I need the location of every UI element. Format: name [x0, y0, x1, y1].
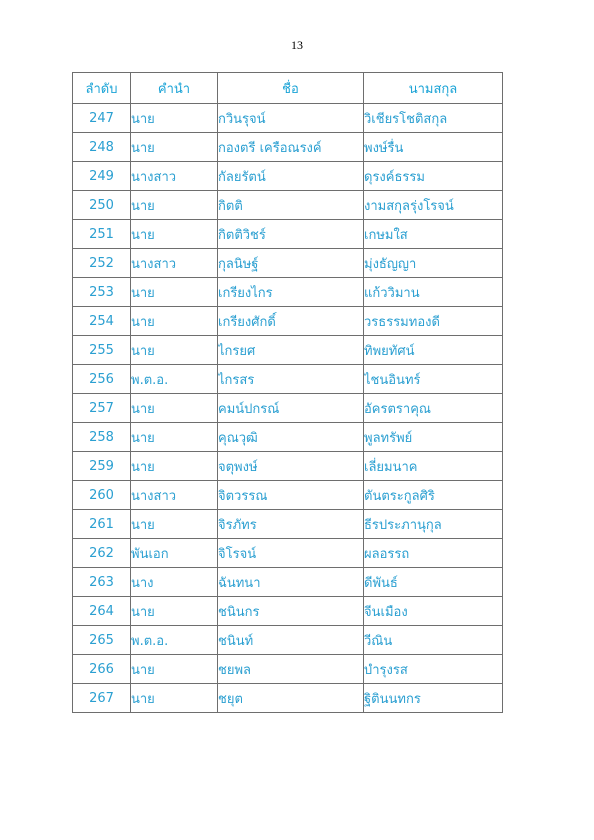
table-row — [73, 423, 503, 452]
cell-first-name: ไกรยศ — [218, 336, 364, 365]
table-row — [73, 191, 503, 220]
cell-last-name: พูลทรัพย์ — [364, 423, 503, 452]
cell-last-name: ไชนอินทร์ — [364, 365, 503, 394]
cell-first-name: กุลนิษฐ์ — [218, 249, 364, 278]
cell-last-name: อัครตราคุณ — [364, 394, 503, 423]
cell-no: 260 — [73, 481, 131, 510]
cell-first-name: ชนินกร — [218, 597, 364, 626]
table-row — [73, 510, 503, 539]
cell-no: 252 — [73, 249, 131, 278]
cell-no: 251 — [73, 220, 131, 249]
header-last-name: นามสกุล — [364, 73, 503, 104]
table-row — [73, 307, 503, 336]
cell-no: 255 — [73, 336, 131, 365]
cell-no: 249 — [73, 162, 131, 191]
cell-no: 261 — [73, 510, 131, 539]
cell-last-name: บำรุงรส — [364, 655, 503, 684]
cell-title: นาย — [131, 220, 218, 249]
cell-title: พ.ต.อ. — [131, 365, 218, 394]
table-row — [73, 481, 503, 510]
cell-no: 262 — [73, 539, 131, 568]
cell-first-name: กวินรุจน์ — [218, 104, 364, 133]
roster-table — [72, 72, 503, 713]
cell-no: 258 — [73, 423, 131, 452]
cell-title: พันเอก — [131, 539, 218, 568]
cell-last-name: แก้ววิมาน — [364, 278, 503, 307]
header-first-name: ชื่อ — [218, 73, 364, 104]
cell-first-name: ฉันทนา — [218, 568, 364, 597]
cell-no: 253 — [73, 278, 131, 307]
table-row — [73, 104, 503, 133]
cell-title: นางสาว — [131, 249, 218, 278]
cell-first-name: คุณวุฒิ — [218, 423, 364, 452]
cell-title: นาย — [131, 191, 218, 220]
cell-first-name: ชนินท์ — [218, 626, 364, 655]
cell-first-name: กิตติ — [218, 191, 364, 220]
table-row — [73, 278, 503, 307]
cell-title: นางสาว — [131, 481, 218, 510]
cell-first-name: เกรียงศักดิ์ — [218, 307, 364, 336]
table-row — [73, 568, 503, 597]
cell-title: นาย — [131, 452, 218, 481]
table-body — [73, 104, 503, 713]
cell-last-name: วรธรรมทองดี — [364, 307, 503, 336]
cell-no: 259 — [73, 452, 131, 481]
table-row — [73, 452, 503, 481]
cell-first-name: กิตติวิชร์ — [218, 220, 364, 249]
table-row — [73, 133, 503, 162]
cell-title: นาย — [131, 336, 218, 365]
cell-last-name: ผลอรรถ — [364, 539, 503, 568]
cell-no: 266 — [73, 655, 131, 684]
table-row — [73, 336, 503, 365]
table-row — [73, 539, 503, 568]
cell-no: 256 — [73, 365, 131, 394]
page-number: 13 — [291, 38, 303, 52]
cell-first-name: จิตวรรณ — [218, 481, 364, 510]
cell-no: 254 — [73, 307, 131, 336]
table-row — [73, 249, 503, 278]
cell-title: นาย — [131, 510, 218, 539]
cell-title: นาย — [131, 394, 218, 423]
cell-first-name: เกรียงไกร — [218, 278, 364, 307]
cell-no: 267 — [73, 684, 131, 713]
cell-last-name: ธีรประภานุกุล — [364, 510, 503, 539]
cell-title: นาย — [131, 307, 218, 336]
cell-first-name: จิรภัทร — [218, 510, 364, 539]
cell-first-name: กัลยรัตน์ — [218, 162, 364, 191]
cell-first-name: ชยพล — [218, 655, 364, 684]
cell-title: นาย — [131, 104, 218, 133]
cell-no: 264 — [73, 597, 131, 626]
cell-no: 257 — [73, 394, 131, 423]
table-row — [73, 684, 503, 713]
cell-first-name: จิโรจน์ — [218, 539, 364, 568]
cell-last-name: วีณิน — [364, 626, 503, 655]
header-title: คำนำ — [131, 73, 218, 104]
cell-title: นาย — [131, 684, 218, 713]
cell-no: 248 — [73, 133, 131, 162]
header-no: ลำดับ — [73, 73, 131, 104]
cell-last-name: ดีพันธ์ — [364, 568, 503, 597]
cell-last-name: ดุรงค์ธรรม — [364, 162, 503, 191]
table-header-row — [73, 73, 503, 104]
cell-last-name: ตันตระกูลศิริ — [364, 481, 503, 510]
table-row — [73, 626, 503, 655]
cell-title: นางสาว — [131, 162, 218, 191]
cell-no: 250 — [73, 191, 131, 220]
cell-last-name: วิเชียรโชติสกุล — [364, 104, 503, 133]
table-row — [73, 220, 503, 249]
cell-first-name: จตุพงษ์ — [218, 452, 364, 481]
table-row — [73, 365, 503, 394]
cell-title: นาย — [131, 423, 218, 452]
cell-last-name: งามสกุลรุ่งโรจน์ — [364, 191, 503, 220]
cell-title: นาย — [131, 133, 218, 162]
cell-first-name: ชยุต — [218, 684, 364, 713]
cell-title: นาย — [131, 278, 218, 307]
cell-first-name: ไกรสร — [218, 365, 364, 394]
cell-title: นาง — [131, 568, 218, 597]
cell-last-name: ทิพยทัศน์ — [364, 336, 503, 365]
cell-no: 247 — [73, 104, 131, 133]
table-row — [73, 394, 503, 423]
cell-last-name: มุ่งธัญญา — [364, 249, 503, 278]
cell-no: 263 — [73, 568, 131, 597]
cell-title: นาย — [131, 655, 218, 684]
cell-title: นาย — [131, 597, 218, 626]
table-row — [73, 597, 503, 626]
table-row — [73, 162, 503, 191]
cell-no: 265 — [73, 626, 131, 655]
cell-first-name: กองตรี เครือณรงค์ — [218, 133, 364, 162]
cell-last-name: เลี่ยมนาค — [364, 452, 503, 481]
cell-first-name: คมน์ปกรณ์ — [218, 394, 364, 423]
cell-last-name: จีนเมือง — [364, 597, 503, 626]
table-row — [73, 655, 503, 684]
cell-last-name: พงษ์รื่น — [364, 133, 503, 162]
cell-last-name: เกษมใส — [364, 220, 503, 249]
cell-last-name: ฐิตินนทกร — [364, 684, 503, 713]
cell-title: พ.ต.อ. — [131, 626, 218, 655]
